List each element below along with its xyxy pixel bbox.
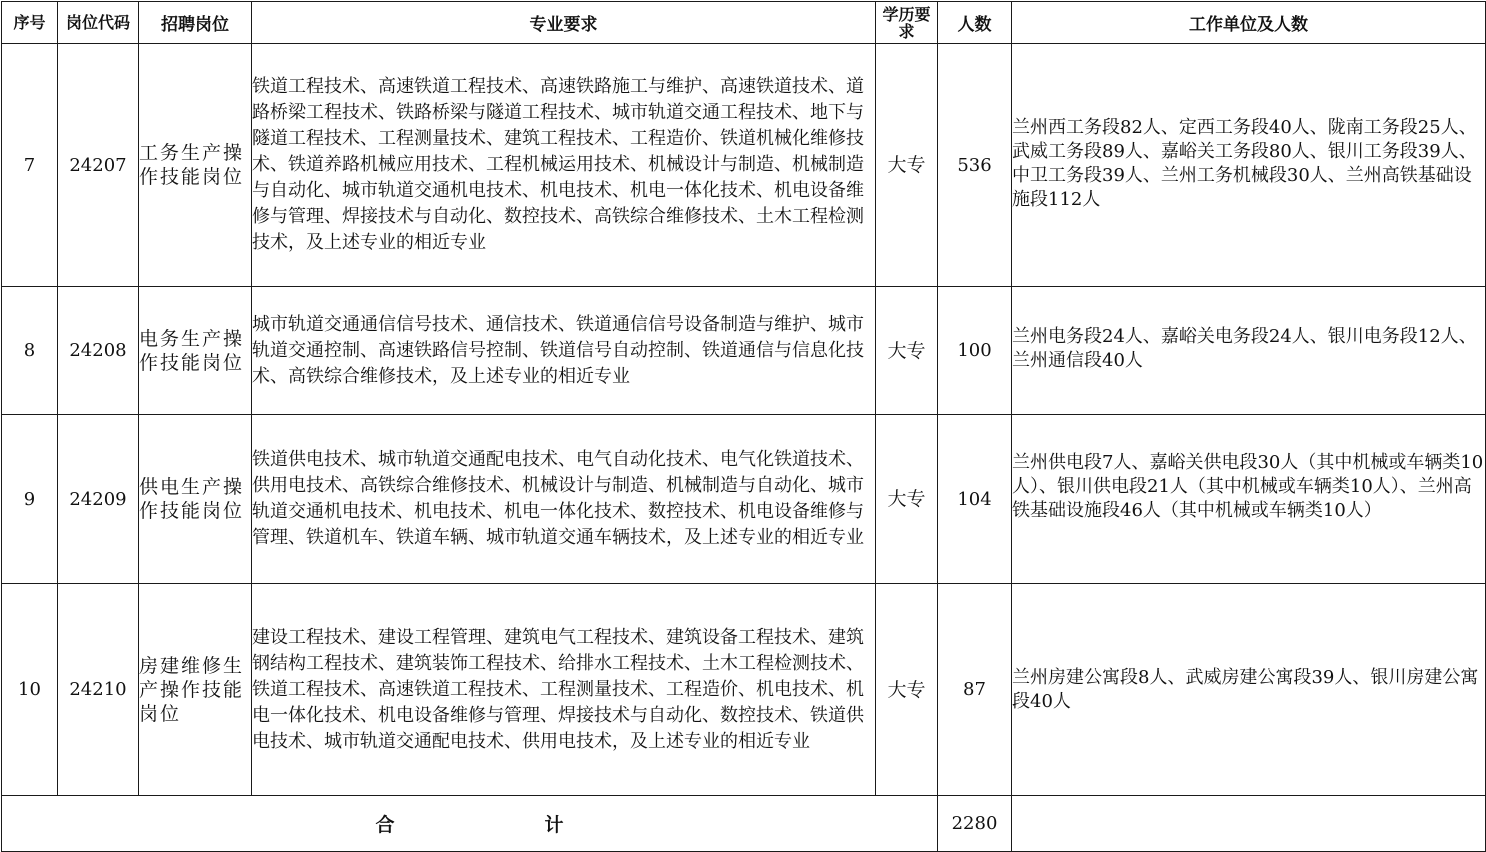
total-label-left: 合 (375, 814, 395, 836)
cell-position: 工务生产操作技能岗位 (139, 44, 252, 287)
recruitment-table (1, 1, 1486, 852)
cell-major: 建设工程技术、建设工程管理、建筑电气工程技术、建筑设备工程技术、建筑钢结构工程技术、建筑装饰工程技术、给排水工程技术、土木工程检测技术、铁道工程技术、高速铁道工程技术、工程测量技术、工程造价、机电技术、机电一体化技术、机电设备维修与管理、焊接技术与自动化、数控技术、铁道供电技术、城市轨道交通配电技术、供用电技术，及上述专业的相近专业 (252, 584, 876, 796)
cell-count: 536 (938, 44, 1012, 287)
total-label (2, 796, 938, 852)
cell-major: 铁道供电技术、城市轨道交通配电技术、电气自动化技术、电气化铁道技术、供用电技术、高铁综合维修技术、机械设计与制造、机械制造与自动化、城市轨道交通机电技术、机电技术、机电一体化技术、数控技术、机电设备维修与管理、铁道机车、铁道车辆、城市轨道交通车辆技术，及上述专业的相近专业 (252, 415, 876, 584)
table-row (2, 44, 1486, 287)
cell-major: 城市轨道交通通信信号技术、通信技术、铁道通信信号设备制造与维护、城市轨道交通控制、高速铁路信号控制、铁道信号自动控制、铁道通信与信息化技术、高铁综合维修技术，及上述专业的相近专业 (252, 287, 876, 415)
total-row (2, 796, 1486, 852)
header-units: 工作单位及人数 (1012, 2, 1486, 44)
header-education: 学历要求 (876, 2, 938, 44)
cell-education: 大专 (876, 584, 938, 796)
cell-position: 房建维修生产操作技能岗位 (139, 584, 252, 796)
cell-code: 24207 (58, 44, 139, 287)
cell-seq: 10 (2, 584, 58, 796)
cell-seq: 8 (2, 287, 58, 415)
header-seq: 序号 (2, 2, 58, 44)
cell-position: 供电生产操作技能岗位 (139, 415, 252, 584)
cell-units: 兰州房建公寓段8人、武威房建公寓段39人、银川房建公寓段40人 (1012, 584, 1486, 796)
cell-units: 兰州西工务段82人、定西工务段40人、陇南工务段25人、武威工务段89人、嘉峪关工务段80人、银川工务段39人、中卫工务段39人、兰州工务机械段30人、兰州高铁基础设施段112人 (1012, 44, 1486, 287)
header-count: 人数 (938, 2, 1012, 44)
total-units (1012, 796, 1486, 852)
cell-code: 24209 (58, 415, 139, 584)
header-code: 岗位代码 (58, 2, 139, 44)
total-label-right: 计 (544, 814, 564, 836)
header-major: 专业要求 (252, 2, 876, 44)
cell-position: 电务生产操作技能岗位 (139, 287, 252, 415)
cell-units: 兰州电务段24人、嘉峪关电务段24人、银川电务段12人、兰州通信段40人 (1012, 287, 1486, 415)
cell-code: 24210 (58, 584, 139, 796)
cell-code: 24208 (58, 287, 139, 415)
header-position: 招聘岗位 (139, 2, 252, 44)
total-count: 2280 (938, 796, 1012, 852)
cell-units: 兰州供电段7人、嘉峪关供电段30人（其中机械或车辆类10人）、银川供电段21人（其中机械或车辆类10人）、兰州高铁基础设施段46人（其中机械或车辆类10人） (1012, 415, 1486, 584)
cell-count: 104 (938, 415, 1012, 584)
table-row (2, 287, 1486, 415)
header-row (2, 2, 1486, 44)
table-row (2, 415, 1486, 584)
cell-major: 铁道工程技术、高速铁道工程技术、高速铁路施工与维护、高速铁道技术、道路桥梁工程技术、铁路桥梁与隧道工程技术、城市轨道交通工程技术、地下与隧道工程技术、工程测量技术、建筑工程技术、工程造价、铁道机械化维修技术、铁道养路机械应用技术、工程机械运用技术、机械设计与制造、机械制造与自动化、城市轨道交通机电技术、机电技术、机电一体化技术、机电设备维修与管理、焊接技术与自动化、数控技术、高铁综合维修技术、土木工程检测技术，及上述专业的相近专业 (252, 44, 876, 287)
cell-seq: 9 (2, 415, 58, 584)
cell-education: 大专 (876, 415, 938, 584)
cell-seq: 7 (2, 44, 58, 287)
table-row (2, 584, 1486, 796)
cell-count: 87 (938, 584, 1012, 796)
cell-education: 大专 (876, 44, 938, 287)
cell-education: 大专 (876, 287, 938, 415)
cell-count: 100 (938, 287, 1012, 415)
